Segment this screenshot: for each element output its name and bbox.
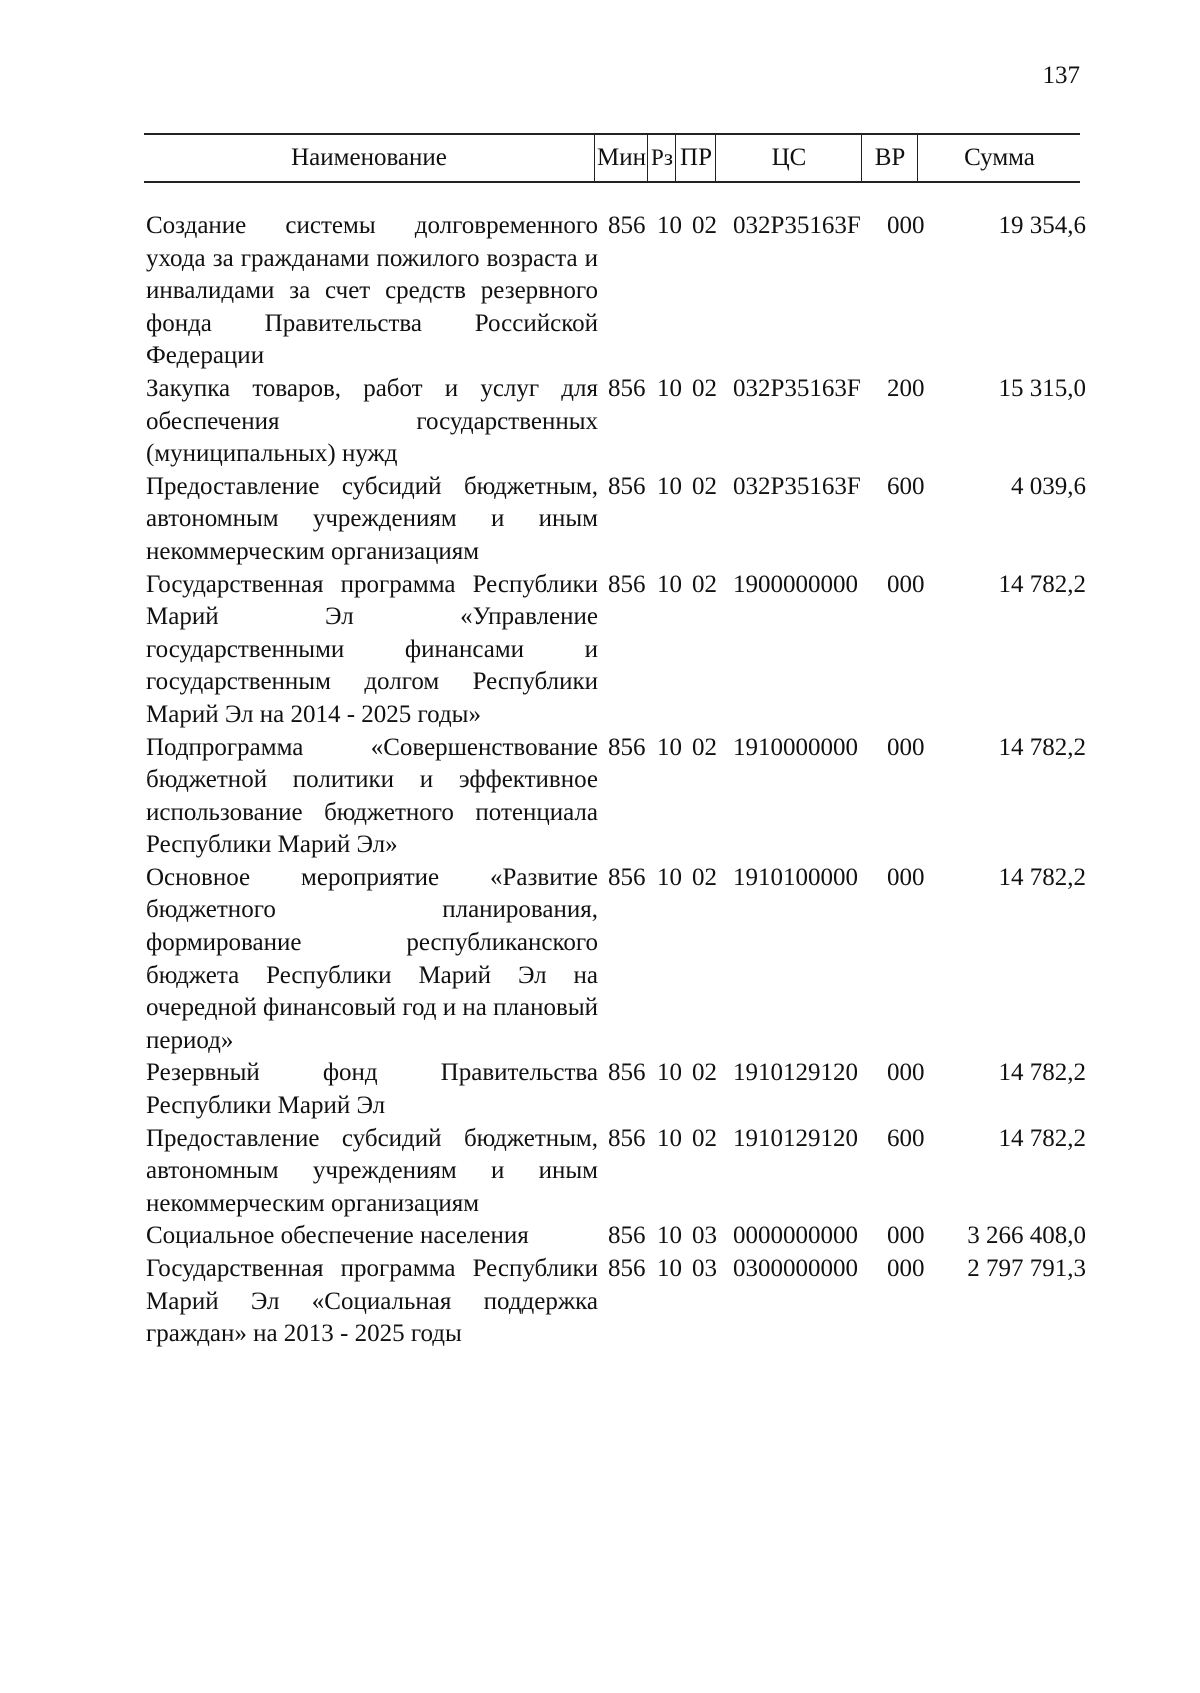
row-sum: 14 782,2 xyxy=(998,863,1086,891)
row-name: Закупка товаров, работ и услуг для обеспечения государственных (муниципальных) нужд xyxy=(146,374,598,468)
row-rz: 10 xyxy=(657,1124,682,1152)
table-body xyxy=(0,210,1200,1351)
row-cs: 1910129120 xyxy=(733,1059,858,1087)
row-vr: 000 xyxy=(887,1255,925,1282)
row-min: 856 xyxy=(608,472,646,500)
row-min: 856 xyxy=(608,570,646,598)
row-pr: 02 xyxy=(692,733,717,761)
row-sum: 15 315,0 xyxy=(998,374,1086,402)
row-pr: 03 xyxy=(692,1222,717,1250)
table-row xyxy=(0,1253,1200,1351)
column-header-sum: Сумма xyxy=(917,135,1081,181)
row-pr: 02 xyxy=(692,472,717,500)
row-min: 856 xyxy=(608,733,646,761)
row-cs: 1910100000 xyxy=(733,863,858,891)
page-number: 137 xyxy=(1042,62,1080,89)
column-header-cs: ЦС xyxy=(715,135,862,181)
row-name: Социальное обеспечение населения xyxy=(146,1222,529,1250)
row-sum: 4 039,6 xyxy=(1011,472,1086,500)
row-vr: 200 xyxy=(887,374,925,402)
row-sum: 3 266 408,0 xyxy=(967,1222,1086,1250)
row-vr: 000 xyxy=(887,570,925,598)
table-header xyxy=(144,133,1080,183)
row-min: 856 xyxy=(608,374,646,402)
table-row xyxy=(0,373,1200,471)
row-pr: 02 xyxy=(692,863,717,891)
row-rz: 10 xyxy=(657,733,682,761)
row-vr: 000 xyxy=(887,1222,925,1250)
row-min: 856 xyxy=(608,1255,646,1282)
row-vr: 000 xyxy=(887,1059,925,1087)
row-pr: 02 xyxy=(692,570,717,598)
row-sum: 14 782,2 xyxy=(998,1059,1086,1087)
row-rz: 10 xyxy=(657,570,682,598)
table-row xyxy=(0,210,1200,373)
row-cs: 0000000000 xyxy=(733,1222,858,1250)
row-rz: 10 xyxy=(657,472,682,500)
row-cs: 1910129120 xyxy=(733,1124,858,1152)
row-cs: 032P35163F xyxy=(733,212,861,239)
row-name: Резервный фонд Правительства Республики Марий Эл xyxy=(146,1059,598,1120)
row-min: 856 xyxy=(608,863,646,891)
row-vr: 600 xyxy=(887,1124,925,1152)
row-min: 856 xyxy=(608,1222,646,1250)
row-cs: 1900000000 xyxy=(733,570,858,598)
row-rz: 10 xyxy=(657,1222,682,1250)
row-sum: 14 782,2 xyxy=(998,570,1086,598)
row-rz: 10 xyxy=(657,374,682,402)
table-row xyxy=(0,1220,1200,1253)
column-header-name: Наименование xyxy=(291,144,447,171)
column-header-vr: ВР xyxy=(861,135,918,181)
row-vr: 600 xyxy=(887,472,925,500)
row-min: 856 xyxy=(608,1059,646,1087)
row-name: Создание системы долговременного ухода за гражданами пожилого возраста и инвалидами за счет средств резервного фонда Правительства Российской Федерации xyxy=(146,212,598,370)
row-pr: 02 xyxy=(692,1124,717,1152)
row-sum: 2 797 791,3 xyxy=(967,1255,1086,1282)
row-name: Основное мероприятие «Развитие бюджетного планирования, формирование республиканского бюджета Республики Марий Эл на очередной финансовый год и на плановый период» xyxy=(146,863,598,1054)
row-sum: 14 782,2 xyxy=(998,733,1086,761)
row-name: Предоставление субсидий бюджетным, автономным учреждениям и иным некоммерческим организациям xyxy=(146,472,598,565)
row-rz: 10 xyxy=(657,1255,682,1282)
table-row xyxy=(0,1057,1200,1122)
table-row xyxy=(0,1123,1200,1221)
row-cs: 0300000000 xyxy=(733,1255,858,1282)
row-vr: 000 xyxy=(887,863,925,891)
table-row xyxy=(0,471,1200,569)
row-min: 856 xyxy=(608,1124,646,1152)
row-cs: 032P35163F xyxy=(733,472,861,500)
row-name: Государственная программа Республики Марий Эл «Социальная поддержка граждан» на 2013 - 2025 годы xyxy=(146,1255,598,1348)
table-row xyxy=(0,862,1200,1058)
row-name: Предоставление субсидий бюджетным, автономным учреждениям и иным некоммерческим организациям xyxy=(146,1124,598,1217)
row-name: Государственная программа Республики Марий Эл «Управление государственными финансами и государственным долгом Республики Марий Эл на 2014 - 2025 годы» xyxy=(146,570,598,728)
row-rz: 10 xyxy=(657,212,682,239)
row-pr: 02 xyxy=(692,1059,717,1087)
table-row xyxy=(0,569,1200,732)
row-sum: 14 782,2 xyxy=(998,1124,1086,1152)
row-vr: 000 xyxy=(887,212,925,239)
row-vr: 000 xyxy=(887,733,925,761)
row-rz: 10 xyxy=(657,1059,682,1087)
row-pr: 02 xyxy=(692,212,717,239)
row-rz: 10 xyxy=(657,863,682,891)
row-pr: 03 xyxy=(692,1255,717,1282)
table-row xyxy=(0,732,1200,862)
row-sum: 19 354,6 xyxy=(998,212,1086,239)
row-cs: 1910000000 xyxy=(733,733,858,761)
row-name: Подпрограмма «Совершенствование бюджетной политики и эффективное использование бюджетного потенциала Республики Марий Эл» xyxy=(146,733,598,859)
row-min: 856 xyxy=(608,212,646,239)
column-header-min: Мин xyxy=(594,135,648,181)
column-header-pr: ПР xyxy=(675,135,716,181)
row-cs: 032P35163F xyxy=(733,374,861,402)
row-pr: 02 xyxy=(692,374,717,402)
column-header-rz: Рз xyxy=(647,135,676,181)
